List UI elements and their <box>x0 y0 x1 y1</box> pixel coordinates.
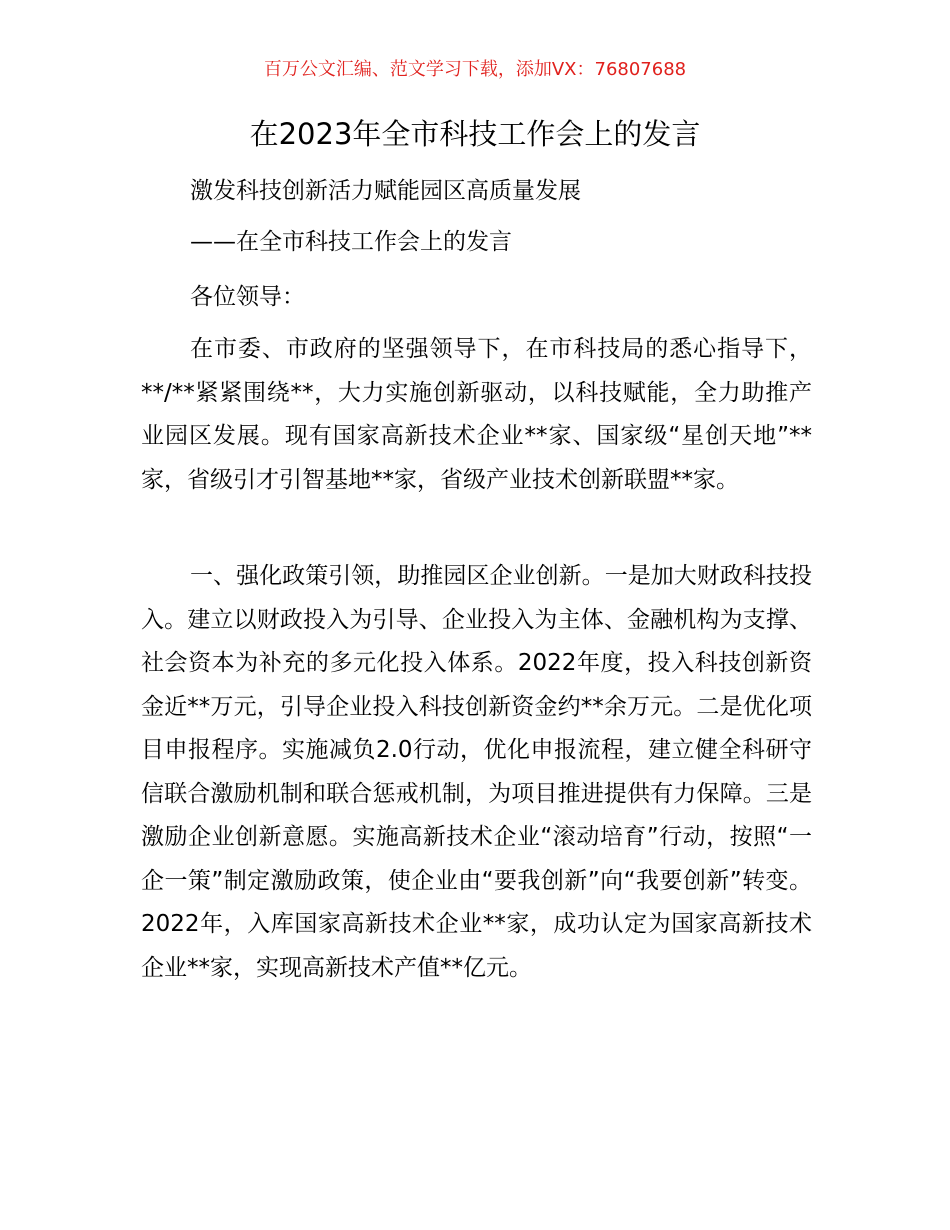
document-title: 在2023年全市科技工作会上的发言 <box>249 117 701 151</box>
promo-banner: 百万公文汇编、范文学习下载，添加VX：76807688 <box>263 59 687 80</box>
salutation: 各位领导： <box>190 284 305 310</box>
paragraph-section-1: 一、强化政策引领，助推园区企业创新。一是加大财政科技投入。建立以财政投入为引导、企业投入为主体、金融机构为支撑、社会资本为补充的多元化投入体系。2022年度，投入科技创新资金近**万元，引导企业投入科技创新资金约**余万元。二是优化项目申报程序。实施减负2.0行动，优化申报流程，建立健全科研守信联合激励机制和联合惩戒机制，为项目推进提供有力保障。三是激励企业创新意愿。实施高新技术企业“滚动培育”行动，按照“一企一策”制定激励政策，使企业由“要我创新”向“我要创新”转变。2022年，入库国家高新技术企业**家，成功认定为国家高新技术企业**家，实现高新技术产值**亿元。 <box>141 563 812 981</box>
subtitle: 激发科技创新活力赋能园区高质量发展 <box>190 178 581 204</box>
subtitle-secondary: ——在全市科技工作会上的发言 <box>190 229 512 255</box>
paragraph-intro: 在市委、市政府的坚强领导下，在市科技局的悉心指导下，**/**紧紧围绕**，大力实施创新驱动，以科技赋能，全力助推产业园区发展。现有国家高新技术企业**家、国家级“星创天地”**家，省级引才引智基地**家，省级产业技术创新联盟**家。 <box>141 336 812 493</box>
